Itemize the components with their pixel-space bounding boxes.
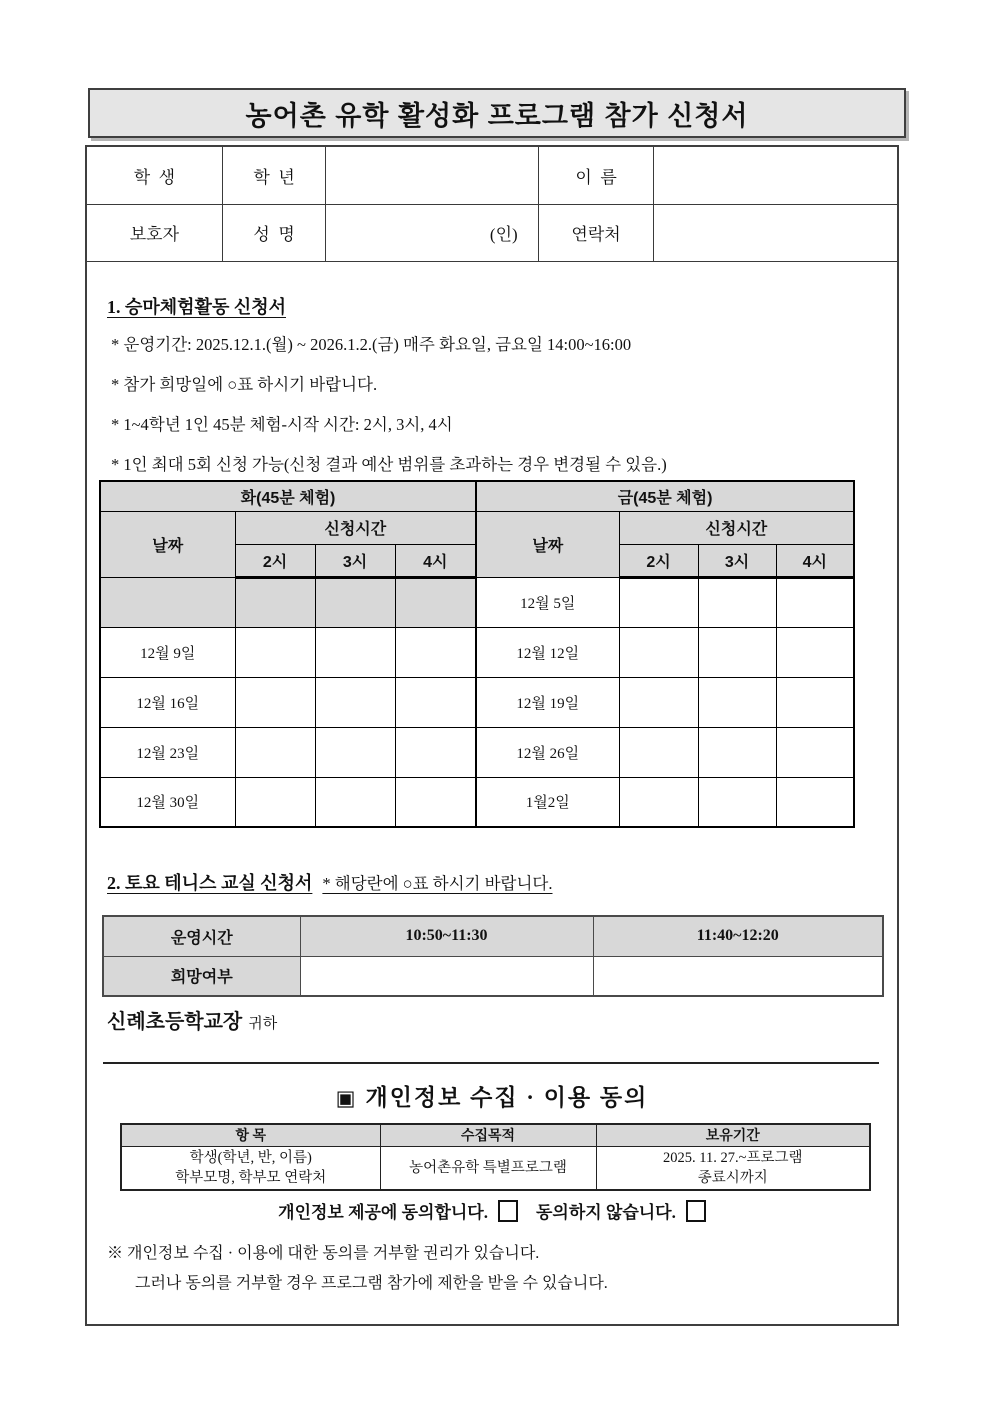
section2-heading <box>107 869 553 895</box>
retention-cell <box>596 1146 870 1190</box>
guardian-sign-cell[interactable]: (인) <box>326 204 538 261</box>
retention-header: 보유기간 <box>596 1124 870 1146</box>
tue-slot-cell[interactable] <box>315 727 395 777</box>
applicant-info-table <box>87 147 897 262</box>
student-row <box>87 147 897 204</box>
tue-date-cell: 12월 16일 <box>100 677 235 727</box>
fri-slot-cell[interactable] <box>776 677 854 727</box>
tue-date-cell: 12월 9일 <box>100 627 235 677</box>
tue-date-label: 날짜 <box>100 511 235 577</box>
tue-slot-cell[interactable] <box>315 677 395 727</box>
privacy-title <box>87 1079 897 1112</box>
operating-time-label: 운영시간 <box>103 916 300 956</box>
consent-choice-line <box>87 1198 897 1223</box>
principal-name: 신례초등학교장 <box>107 1011 243 1033</box>
fri-slot-cell[interactable] <box>698 627 776 677</box>
fri-slot-cell[interactable] <box>698 677 776 727</box>
disagree-label: 동의하지 않습니다. <box>535 1203 676 1222</box>
fri-3h-label: 3시 <box>698 544 776 577</box>
sub-header-row <box>100 511 854 544</box>
bullet-mark: * 참가 희망일에 ○표 하시기 바랍니다. <box>111 375 378 394</box>
tue-slot-cell[interactable] <box>315 777 395 827</box>
fri-slot-cell[interactable] <box>619 577 698 627</box>
privacy-note-2: 그러나 동의를 거부할 경우 프로그램 참가에 제한을 받을 수 있습니다. <box>135 1275 608 1292</box>
fri-slot-cell[interactable] <box>619 627 698 677</box>
tue-slot-cell[interactable] <box>315 627 395 677</box>
item-line1: 학생(학년, 반, 이름) <box>189 1149 312 1166</box>
item-header: 항 목 <box>121 1124 380 1146</box>
section2-note: * 해당란에 ○표 하시기 바랍니다. <box>322 874 553 893</box>
privacy-notes <box>107 1239 608 1299</box>
fri-slot-cell[interactable] <box>619 677 698 727</box>
tennis-wish-row <box>103 956 883 996</box>
tue-slot-cell[interactable] <box>395 677 476 727</box>
schedule-row-2 <box>100 627 854 677</box>
fri-date-cell: 1월2일 <box>476 777 619 827</box>
privacy-data-row <box>121 1146 870 1190</box>
bullet-time: * 1~4학년 1인 45분 체험-시작 시간: 2시, 3시, 4시 <box>111 415 453 434</box>
tue-3h-label: 3시 <box>315 544 395 577</box>
slot2-time: 11:40~12:20 <box>593 916 883 956</box>
day-header-row <box>100 481 854 511</box>
slot2-wish-cell[interactable] <box>593 956 883 996</box>
section2-heading-text: 2. 토요 테니스 교실 신청서 <box>107 873 313 893</box>
form-body-frame <box>85 145 899 1326</box>
guardian-name-label: 성 명 <box>222 204 326 261</box>
tue-slot-cell[interactable] <box>395 727 476 777</box>
tue-slot-cell <box>235 577 315 627</box>
tue-date-cell: 12월 23일 <box>100 727 235 777</box>
agree-checkbox[interactable] <box>498 1200 518 1222</box>
tue-date-cell: 12월 30일 <box>100 777 235 827</box>
agree-label: 개인정보 제공에 동의합니다. <box>278 1203 488 1222</box>
tennis-class-table <box>102 915 884 997</box>
schedule-row-1 <box>100 577 854 627</box>
fri-slot-cell[interactable] <box>776 777 854 827</box>
fri-slot-cell[interactable] <box>619 727 698 777</box>
tue-4h-label: 4시 <box>395 544 476 577</box>
disagree-checkbox[interactable] <box>686 1200 706 1222</box>
retention-line1: 2025. 11. 27.~프로그램 <box>663 1149 803 1166</box>
student-label: 학 생 <box>87 147 222 204</box>
privacy-title-text: 개인정보 수집 · 이용 동의 <box>365 1085 649 1110</box>
purpose-header: 수집목적 <box>380 1124 596 1146</box>
tue-slot-cell <box>315 577 395 627</box>
schedule-row-5 <box>100 777 854 827</box>
tue-date-cell <box>100 577 235 627</box>
retention-line2: 종료시까지 <box>697 1169 768 1186</box>
bullet-limit: * 1인 최대 5회 신청 가능(신청 결과 예산 범위를 초과하는 경우 변경될 수 있음.) <box>111 455 667 474</box>
guardian-row <box>87 204 897 261</box>
slot1-wish-cell[interactable] <box>300 956 593 996</box>
fri-slot-cell[interactable] <box>698 777 776 827</box>
fri-slot-cell[interactable] <box>776 627 854 677</box>
fri-slot-cell[interactable] <box>776 727 854 777</box>
tue-slot-cell[interactable] <box>235 727 315 777</box>
grade-input-cell[interactable] <box>326 147 538 204</box>
tennis-time-row <box>103 916 883 956</box>
grade-label: 학 년 <box>222 147 326 204</box>
contact-label: 연락처 <box>538 204 654 261</box>
section1-bullets <box>111 325 667 485</box>
tuesday-header: 화(45분 체험) <box>100 481 476 511</box>
privacy-header-row <box>121 1124 870 1146</box>
horse-riding-schedule-table <box>99 480 855 828</box>
fri-4h-label: 4시 <box>776 544 854 577</box>
fri-date-label: 날짜 <box>476 511 619 577</box>
tue-2h-label: 2시 <box>235 544 315 577</box>
tue-slot-cell[interactable] <box>235 627 315 677</box>
recipient-suffix: 귀하 <box>248 1016 278 1032</box>
fri-slot-cell[interactable] <box>776 577 854 627</box>
fri-date-cell: 12월 26일 <box>476 727 619 777</box>
name-input-cell[interactable] <box>654 147 897 204</box>
fri-slot-cell[interactable] <box>619 777 698 827</box>
fri-date-cell: 12월 12일 <box>476 627 619 677</box>
bullet-period: * 운영기간: 2025.12.1.(월) ~ 2026.1.2.(금) 매주 화요일, 금요일 14:00~16:00 <box>111 335 632 354</box>
fri-date-cell: 12월 5일 <box>476 577 619 627</box>
wish-label: 희망여부 <box>103 956 300 996</box>
fri-2h-label: 2시 <box>619 544 698 577</box>
contact-input-cell[interactable] <box>654 204 897 261</box>
tue-slot-cell[interactable] <box>235 777 315 827</box>
recipient-line <box>107 1005 277 1034</box>
section1-heading: 1. 승마체험활동 신청서 <box>107 297 286 317</box>
guardian-label: 보호자 <box>87 204 222 261</box>
schedule-row-4 <box>100 727 854 777</box>
tue-time-label: 신청시간 <box>235 511 476 544</box>
name-label: 이 름 <box>538 147 654 204</box>
fri-slot-cell[interactable] <box>698 727 776 777</box>
tue-slot-cell[interactable] <box>395 777 476 827</box>
fri-date-cell: 12월 19일 <box>476 677 619 727</box>
tue-slot-cell[interactable] <box>235 677 315 727</box>
fri-time-label: 신청시간 <box>619 511 854 544</box>
filled-square-icon: ▣ <box>335 1086 358 1110</box>
item-line2: 학부모명, 학부모 연락처 <box>175 1169 327 1186</box>
privacy-note-1: ※ 개인정보 수집 · 이용에 대한 동의를 거부할 권리가 있습니다. <box>107 1245 540 1262</box>
schedule-row-3 <box>100 677 854 727</box>
privacy-divider <box>103 1062 879 1064</box>
tue-slot-cell <box>395 577 476 627</box>
purpose-cell: 농어촌유학 특별프로그램 <box>380 1146 596 1190</box>
form-title: 농어촌 유학 활성화 프로그램 참가 신청서 <box>245 100 749 131</box>
form-title-box <box>88 88 906 138</box>
privacy-info-table <box>120 1123 871 1191</box>
slot1-time: 10:50~11:30 <box>300 916 593 956</box>
tue-slot-cell[interactable] <box>395 627 476 677</box>
friday-header: 금(45분 체험) <box>476 481 854 511</box>
fri-slot-cell[interactable] <box>698 577 776 627</box>
item-cell <box>121 1146 380 1190</box>
